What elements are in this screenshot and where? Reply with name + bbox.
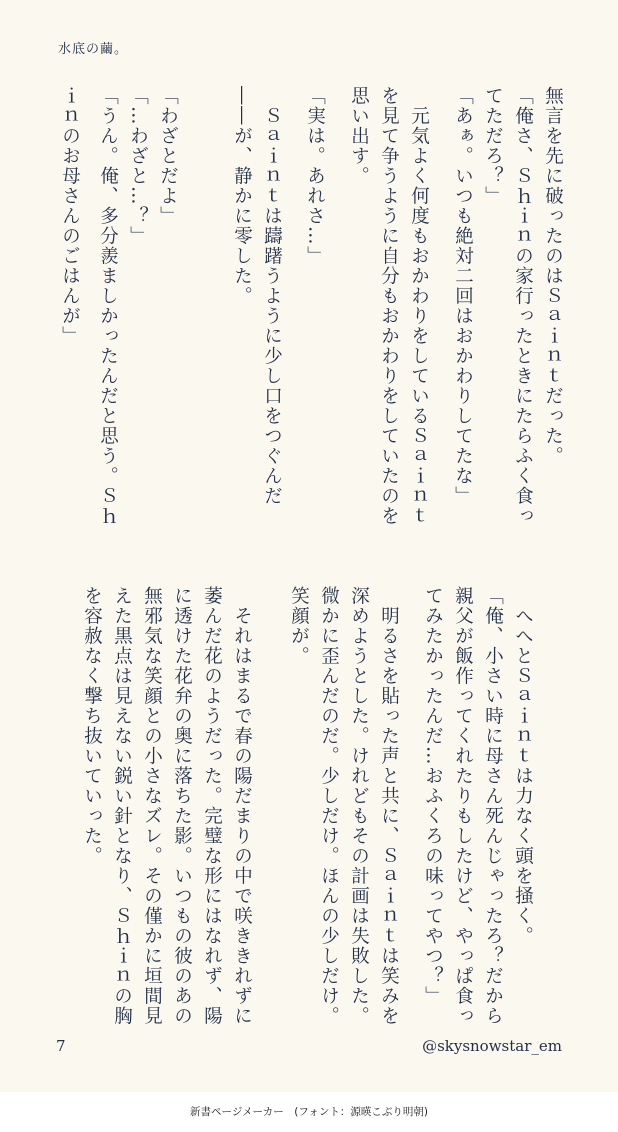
text-column: 「実は。あれさ…」 <box>304 86 326 266</box>
text-column: を見て争うように自分もおかわりをしていたのを <box>378 86 400 526</box>
text-column: 明るさを貼った声と共に、Ｓａｉｎｔは笑みを <box>378 586 400 1026</box>
page-number: 7 <box>56 1037 66 1055</box>
text-column: それはまるで春の陽だまりの中で咲ききれずに <box>231 586 253 1026</box>
footer-credit: 新書ページメーカー (フォント：源暎こぶり明朝) <box>0 1092 618 1132</box>
text-column: 微かに歪んだのだ。少しだけ。ほんの少しだけ。 <box>318 586 340 1026</box>
text-column: てみたかったんだ…おふくろの味ってやつ？」 <box>422 586 444 1006</box>
text-column: 「うん。俺、多分羨ましかったんだと思う。Ｓｈ <box>97 86 119 526</box>
text-column: 親父が飯作ってくれたりもしたけど、やっぱ食っ <box>452 586 474 1026</box>
text-column: 「…わざと…？」 <box>127 86 149 246</box>
text-column: ｉｎのお母さんのごはんが」 <box>59 86 81 346</box>
page-title: 水底の繭。 <box>58 42 129 57</box>
text-column: 無言を先に破ったのはＳａｉｎｔだった。 <box>542 86 564 466</box>
text-column: 無邪気な笑顔との小さなズレ。その僅かに垣間見 <box>141 586 163 1026</box>
author-handle: @skysnowstar_em <box>422 1037 562 1055</box>
text-column: に透けた花弁の奥に落ちた影。いつもの彼のあの <box>171 586 193 1026</box>
text-column: を容赦なく撃ち抜いていった。 <box>81 586 103 866</box>
text-column: えた黒点は見えない鋭い針となり、Ｓｈｉｎの胸 <box>111 586 133 1026</box>
text-column: 「わざとだよ」 <box>157 86 179 226</box>
text-column: 元気よく何度もおかわりをしているＳａｉｎｔ <box>408 86 430 526</box>
text-column: 深めようとした。けれどもその計画は失敗した。 <box>348 586 370 1026</box>
text-column: 思い出す。 <box>348 86 370 186</box>
text-column: てただろ？」 <box>482 86 504 206</box>
text-column: ――が、静かに零した。 <box>231 86 253 306</box>
text-column: 「俺さ、Ｓｈｉｎの家行ったときにたらふく食っ <box>512 86 534 526</box>
text-column: 笑顔が。 <box>288 586 310 666</box>
text-column: Ｓａｉｎｔは躊躇うように少し口をつぐんだ <box>261 86 283 506</box>
text-column: へへとＳａｉｎｔは力なく頭を掻く。 <box>512 586 534 946</box>
text-column: 「あぁ。いつも絶対二回はおかわりしてたな」 <box>452 86 474 506</box>
text-column: 萎んだ花のようだった。完璧な形にはなれず、陽 <box>201 586 223 1026</box>
text-column: 「俺、小さい時に母さん死んじゃったろ？だから <box>482 586 504 1026</box>
